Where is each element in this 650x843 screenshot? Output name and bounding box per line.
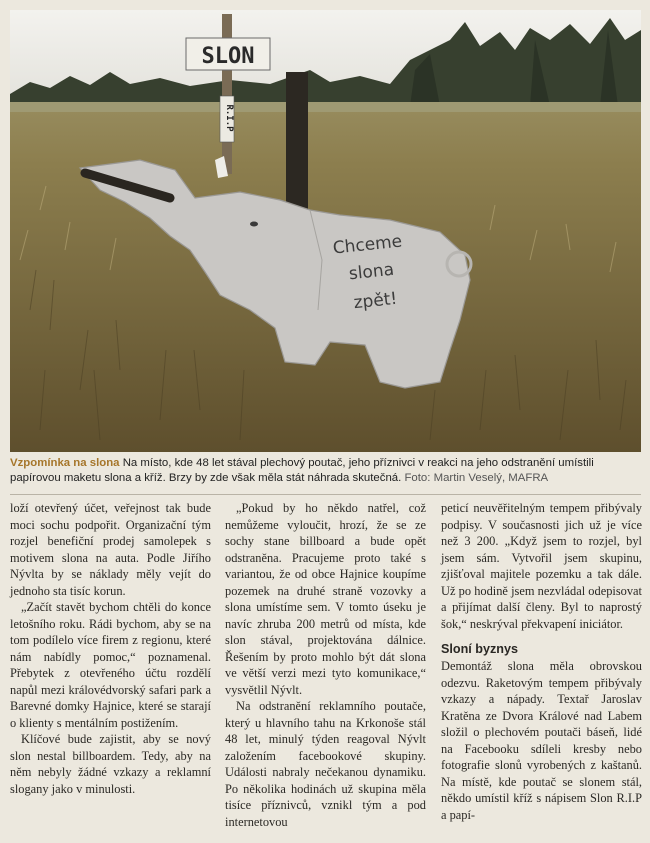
cutout-text-2: slona xyxy=(347,259,395,285)
caption-divider xyxy=(10,494,641,495)
paragraph: Klíčové bude zajistit, aby se nový slon nestal billboardem. Tedy, aby na něm nebyly žádné vzkazy a reklamní slogany jako v minulosti. xyxy=(10,732,211,796)
caption-lead: Vzpomínka na slona xyxy=(10,457,120,469)
photo-caption xyxy=(10,456,641,486)
cross-label: R.I.P xyxy=(224,104,234,132)
caption-text: Na místo, kde 48 let stával plechový poutač, jeho příznivci v reakci na jeho odstranění umístili papírovou maketu slona a kříž. Brzy by zde však měla stát náhrada skutečná. xyxy=(10,457,594,484)
paragraph: „Začít stavět bychom chtěli do konce letošního roku. Rádi bychom, aby se na tom podílelo více firem z regionu, které nám nabídly pomoc,“ poznamenal. Přebytek z otevřeného účtu rozdělí napůl mezi královédvorský safari park a Barevné domky Hajnice, které se starají o klienty s mentálním postižením. xyxy=(10,600,211,730)
article-column-1 xyxy=(10,500,211,797)
photo-credit: Foto: Martin Veselý, MAFRA xyxy=(404,472,549,484)
paragraph: loží otevřený účet, veřejnost tak bude moci sochu podpořit. Organizační tým rozjel benefiční prodej samolepek s motivem slona na auta. Podle Jiřího Nývlta by se náklady měly vejít do jednoho sta tisíc korun. xyxy=(10,501,211,598)
cutout-text-3: zpět! xyxy=(352,288,399,314)
cutout-text-1: Chceme xyxy=(331,231,404,259)
paragraph: „Pokud by ho někdo natřel, což nemůžeme vyloučit, hrozí, že se ze sochy stane billboard a bude opět odstraněna. Pracujeme proto také s variantou, že od obce Hajnice koupíme pozemek na druhé straně vozovky a slona umístíme sem. V tomto úseku je navíc zhruba 200 metrů od místa, kde slon stával, projektována dálnice. Řešením by proto mohlo být dát slona ve větší verzi mezi tyto komunikace,“ vysvětlil Nývlt. xyxy=(225,501,426,697)
article-photo xyxy=(10,10,641,452)
paragraph: peticí neuvěřitelným tempem přibývaly podpisy. V současnosti jich už je více než 3 200. „Když jsem to rozjel, byl jsem sám. Vytvořil jsem skupinu, zjišťoval majitele pozemku a tak dále. Už po hodině jsem nezvládal odepisovat a přijímat další členy. Byl to naprostý šok,“ neskrýval překvapení iniciátor. xyxy=(441,501,642,631)
photo-illustration xyxy=(10,10,641,452)
paragraph: Demontáž slona měla obrovskou odezvu. Raketovým tempem přibývaly vzkazy a nápady. Textař Jaroslav Kratěna ze Dvora Králové nad Labem složil o plechovém poutači báseň, lidé na Facebooku sdíleli kresby nebo fotografie slonů vyrobených z kaštanů. Na místě, kde poutač se slonem stál, někdo umístil kříž s nápisem Slon R.I.P a papí- xyxy=(441,659,642,822)
article-column-2 xyxy=(225,500,426,830)
article-column-3 xyxy=(441,500,642,823)
slon-sign-label: SLON xyxy=(201,44,255,69)
section-heading: Sloní byznys xyxy=(441,642,518,656)
paragraph: Na odstranění reklamního poutače, který u hlavního tahu na Krkonoše stál 48 let, minulý týden reagoval Nývlt založením facebookové skupiny. Události nabraly nečekanou dynamiku. Po několika hodinách už skupina měla tisíce příznivců, vznikl tým a pod internetovou xyxy=(225,699,426,829)
